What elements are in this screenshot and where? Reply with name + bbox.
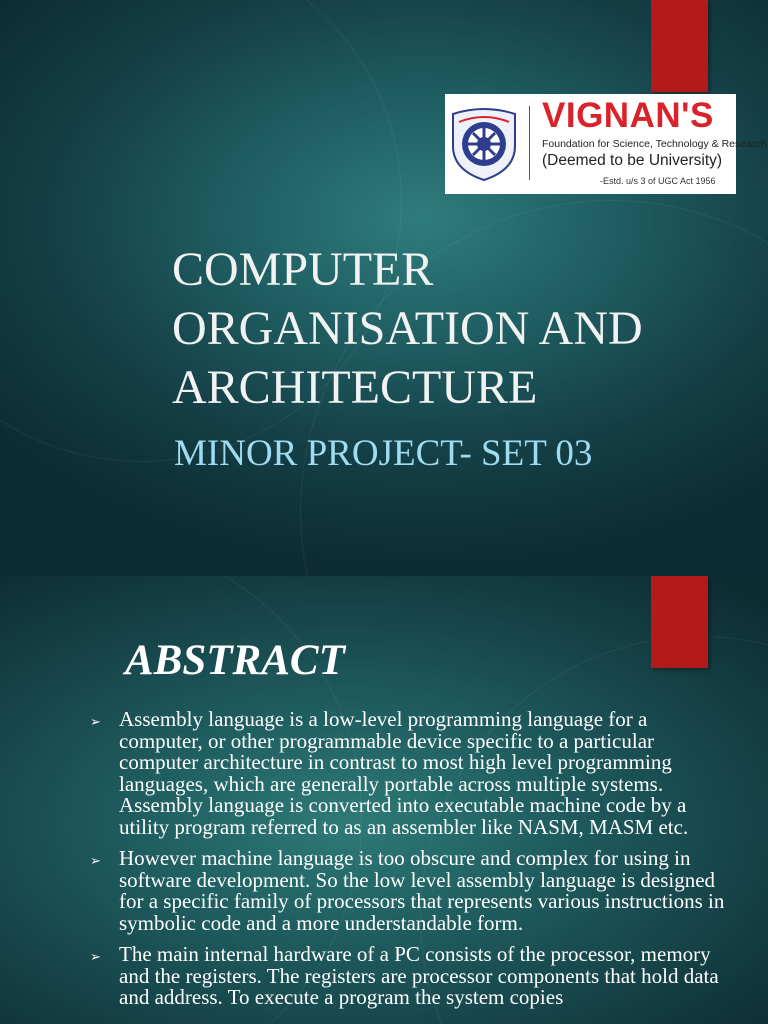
abstract-slide [0, 576, 768, 1024]
emblem-icon [445, 102, 523, 182]
title-line: COMPUTER [172, 243, 434, 296]
logo-divider [529, 106, 530, 180]
accent-bar [651, 576, 708, 668]
title-line: ARCHITECTURE [172, 361, 538, 414]
bullet-text: The main internal hardware of a PC consists of the processor, memory and the registers. The registers are processor components that hold data and address. To execute a program the system copies [119, 942, 719, 1009]
logo-deemed: (Deemed to be University) [542, 152, 723, 169]
logo-tagline: Foundation for Science, Technology & Research [542, 138, 767, 150]
bullet-text: However machine language is too obscure and complex for using in software development. So the low level assembly language is designed for a specific family of processors that represents various instructions in symbolic code and a more understandable form. [119, 846, 725, 935]
slide-subtitle: MINOR PROJECT- SET 03 [174, 433, 593, 474]
accent-bar [651, 0, 708, 92]
list-item [90, 848, 730, 934]
arrowhead-bullet-icon: ➢ [90, 854, 101, 869]
abstract-bullet-list [90, 709, 730, 1019]
title-line: ORGANISATION AND [172, 302, 643, 355]
abstract-heading: ABSTRACT [125, 637, 345, 684]
logo-established: -Estd. u/s 3 of UGC Act 1956 [600, 176, 716, 186]
university-logo [445, 94, 767, 194]
logo-name: VIGNAN'S [542, 96, 714, 135]
bullet-text: Assembly language is a low-level programming language for a computer, or other programmable device specific to a particular computer architecture in contrast to most high level programming languages, which are generally portable across multiple systems. Assembly language is converted into executable machine code by a utility program referred to as an assembler like NASM, MASM etc. [119, 707, 689, 839]
arrowhead-bullet-icon: ➢ [90, 950, 101, 965]
arrowhead-bullet-icon: ➢ [90, 715, 101, 730]
list-item [90, 709, 730, 838]
list-item [90, 944, 730, 1009]
slide-title [172, 240, 732, 417]
